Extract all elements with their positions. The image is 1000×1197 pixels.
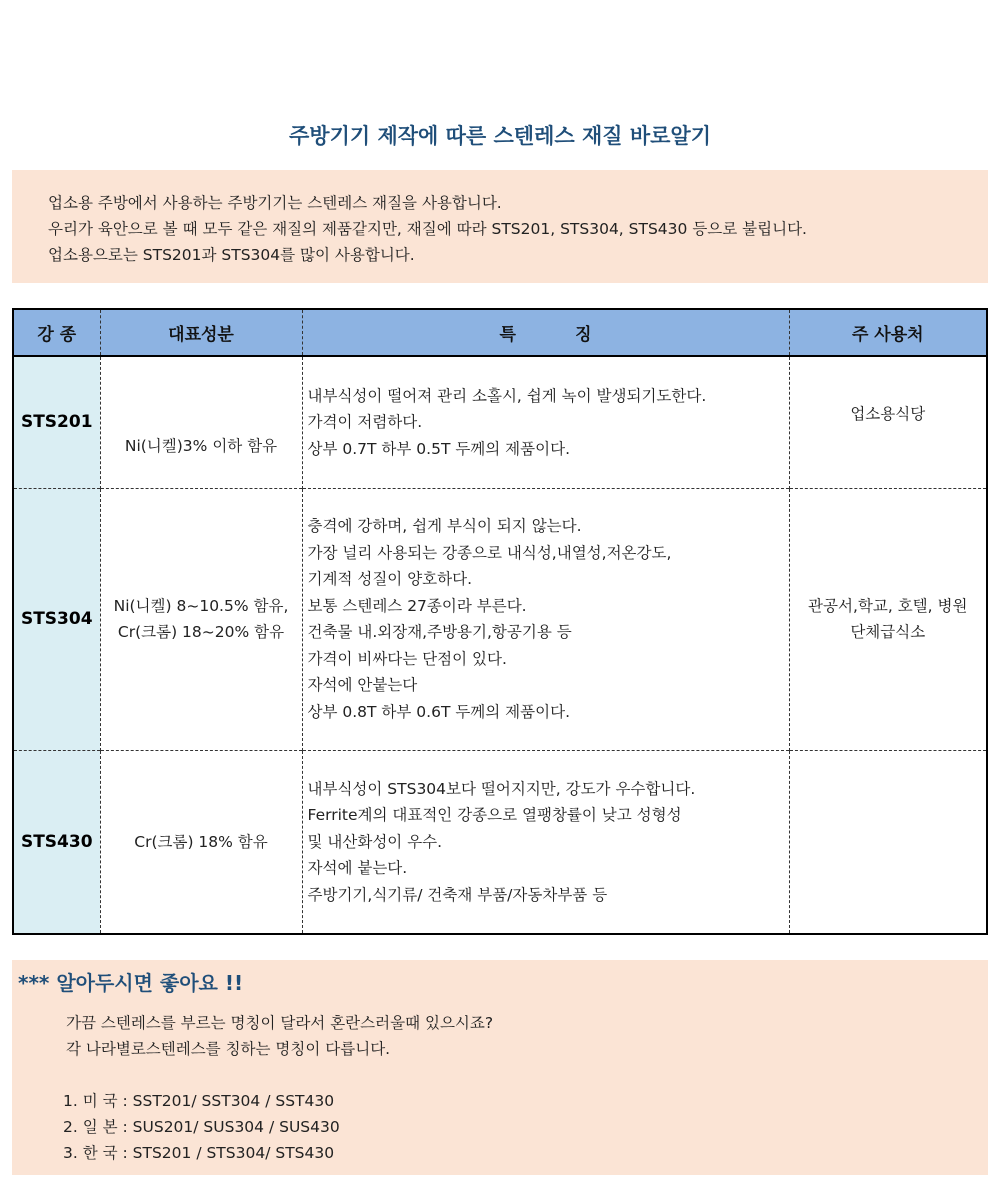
feature-line: 건축물 내.외장재,주방용기,항공기용 등 — [307, 623, 572, 641]
composition-line: Ni(니켈)3% 이하 함유 — [124, 437, 278, 455]
features-cell — [302, 750, 789, 933]
grade-cell: STS430 — [14, 750, 100, 933]
feature-line: 내부식성이 떨어져 관리 소홀시, 쉽게 녹이 발생되기도한다. — [307, 386, 707, 405]
feature-line: 가격이 저렴하다. — [307, 413, 423, 431]
feature-line: 상부 0.8T 하부 0.6T 두께의 제품이다. — [307, 702, 571, 721]
feature-line: 보통 스텐레스 27종이라 부른다. — [307, 596, 527, 615]
composition-cell — [100, 356, 302, 488]
composition-line: Cr(크롬) 18~20% 함유 — [117, 623, 285, 641]
table-row — [14, 750, 986, 933]
feature-line: 및 내산화성이 우수. — [307, 832, 443, 851]
usage-line: 단체급식소 — [850, 623, 926, 641]
stainless-grade-table — [12, 308, 988, 935]
usage-cell — [789, 356, 986, 488]
intro-line: 우리가 육안으로 볼 때 모두 같은 재질의 제품같지만, 재질에 따라 STS201, STS304, STS430 등으로 불립니다. — [48, 220, 807, 238]
header-composition: 대표성분 — [100, 310, 302, 356]
usage-line: 관공서,학교, 호텔, 병원 — [808, 596, 968, 615]
features-cell — [302, 356, 789, 488]
feature-line: 자석에 안붙는다 — [307, 676, 418, 694]
feature-line: 주방기기,식기류/ 건축재 부품/자동차부품 등 — [307, 885, 608, 904]
country-naming-list — [18, 1088, 988, 1166]
usage-cell — [789, 750, 986, 933]
table-row — [14, 488, 986, 750]
feature-line: Ferrite계의 대표적인 강종으로 열팽창률이 낮고 성형성 — [307, 806, 682, 824]
grade-cell: STS201 — [14, 356, 100, 488]
intro-line: 업소용 주방에서 사용하는 주방기기는 스텐레스 재질을 사용합니다. — [48, 194, 502, 212]
usage-cell — [789, 488, 986, 750]
composition-cell — [100, 488, 302, 750]
feature-line: 상부 0.7T 하부 0.5T 두께의 제품이다. — [307, 439, 571, 458]
features-cell — [302, 488, 789, 750]
list-item: 2. 일 본 : SUS201/ SUS304 / SUS430 — [63, 1118, 340, 1136]
grade-cell: STS304 — [14, 488, 100, 750]
intro-box — [12, 170, 988, 283]
intro-line: 업소용으로는 STS201과 STS304를 많이 사용합니다. — [48, 246, 415, 264]
feature-line: 가격이 비싸다는 단점이 있다. — [307, 649, 507, 668]
feature-line: 자석에 붙는다. — [307, 859, 408, 877]
table-row — [14, 356, 986, 488]
tips-line: 각 나라별로스텐레스를 칭하는 명칭이 다릅니다. — [66, 1040, 391, 1058]
tips-heading: *** 알아두시면 좋아요 !! — [18, 971, 244, 995]
feature-line: 내부식성이 STS304보다 떨어지지만, 강도가 우수합니다. — [307, 779, 696, 798]
page-title: 주방기기 제작에 따른 스텐레스 재질 바로알기 — [289, 124, 711, 148]
composition-line: Ni(니켈) 8~10.5% 함유, — [113, 596, 289, 615]
feature-line: 충격에 강하며, 쉽게 부식이 되지 않는다. — [307, 517, 582, 535]
table-header-row — [14, 310, 986, 356]
feature-line: 기계적 성질이 양호하다. — [307, 570, 473, 588]
tips-body — [18, 1010, 988, 1062]
header-features: 특 징 — [302, 310, 789, 356]
header-usage: 주 사용처 — [789, 310, 986, 356]
composition-cell — [100, 750, 302, 933]
list-item: 3. 한 국 : STS201 / STS304/ STS430 — [63, 1144, 335, 1162]
tips-box — [12, 960, 988, 1175]
list-item: 1. 미 국 : SST201/ SST304 / SST430 — [63, 1092, 335, 1110]
composition-line: Cr(크롬) 18% 함유 — [134, 832, 268, 851]
feature-line: 가장 널리 사용되는 강종으로 내식성,내열성,저온강도, — [307, 543, 672, 562]
header-grade: 강 종 — [14, 310, 100, 356]
tips-line: 가끔 스텐레스를 부르는 명칭이 달라서 혼란스러울때 있으시죠? — [66, 1014, 494, 1032]
usage-line: 업소용식당 — [850, 405, 926, 423]
